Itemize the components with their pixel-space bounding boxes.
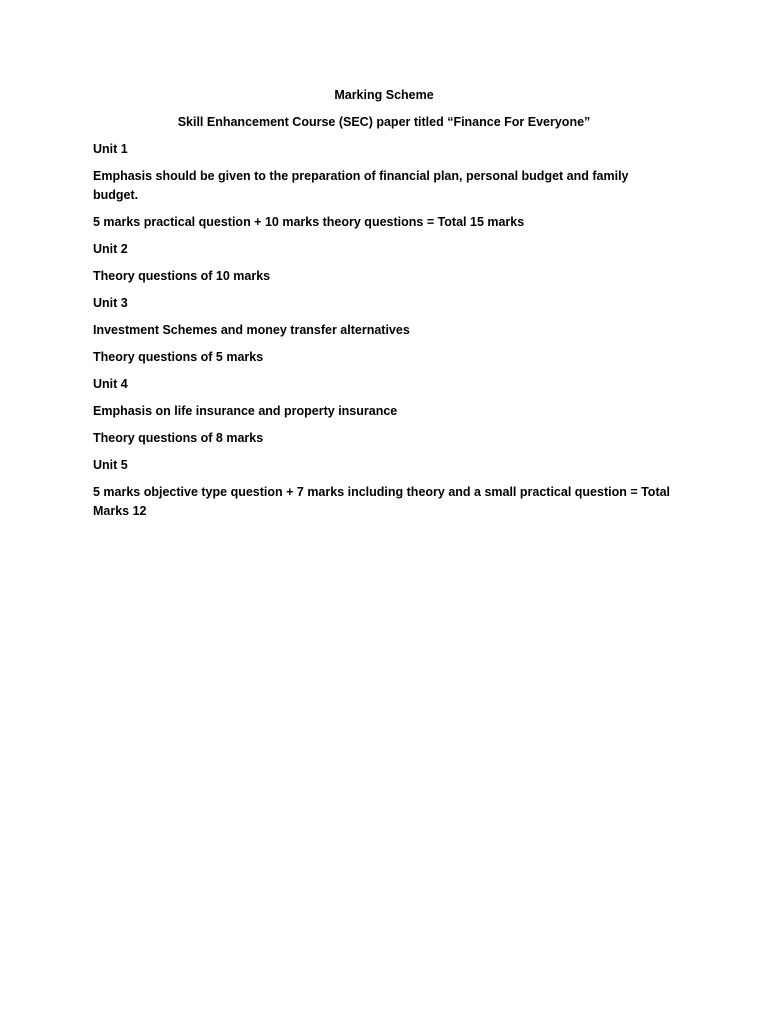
unit-4-heading: Unit 4 — [93, 377, 128, 391]
unit-4-line-1: Emphasis on life insurance and property insurance — [93, 404, 398, 418]
unit-2-heading: Unit 2 — [93, 242, 128, 256]
unit-4-line-2: Theory questions of 8 marks — [93, 431, 264, 445]
unit-3-heading: Unit 3 — [93, 296, 128, 310]
document-content — [93, 86, 673, 529]
unit-1-heading: Unit 1 — [93, 142, 128, 156]
unit-5-line-1: 5 marks objective type question + 7 marks including theory and a small practical question = Total Marks 12 — [93, 485, 671, 518]
document-title: Marking Scheme — [334, 88, 434, 102]
unit-1-line-1: Emphasis should be given to the preparation of financial plan, personal budget and family budget. — [93, 169, 629, 202]
unit-1-line-2: 5 marks practical question + 10 marks theory questions = Total 15 marks — [93, 215, 525, 229]
unit-2-line-1: Theory questions of 10 marks — [93, 269, 271, 283]
document-subtitle: Skill Enhancement Course (SEC) paper titled “Finance For Everyone” — [177, 115, 591, 129]
unit-5-heading: Unit 5 — [93, 458, 128, 472]
unit-3-line-2: Theory questions of 5 marks — [93, 350, 264, 364]
unit-3-line-1: Investment Schemes and money transfer alternatives — [93, 323, 410, 337]
